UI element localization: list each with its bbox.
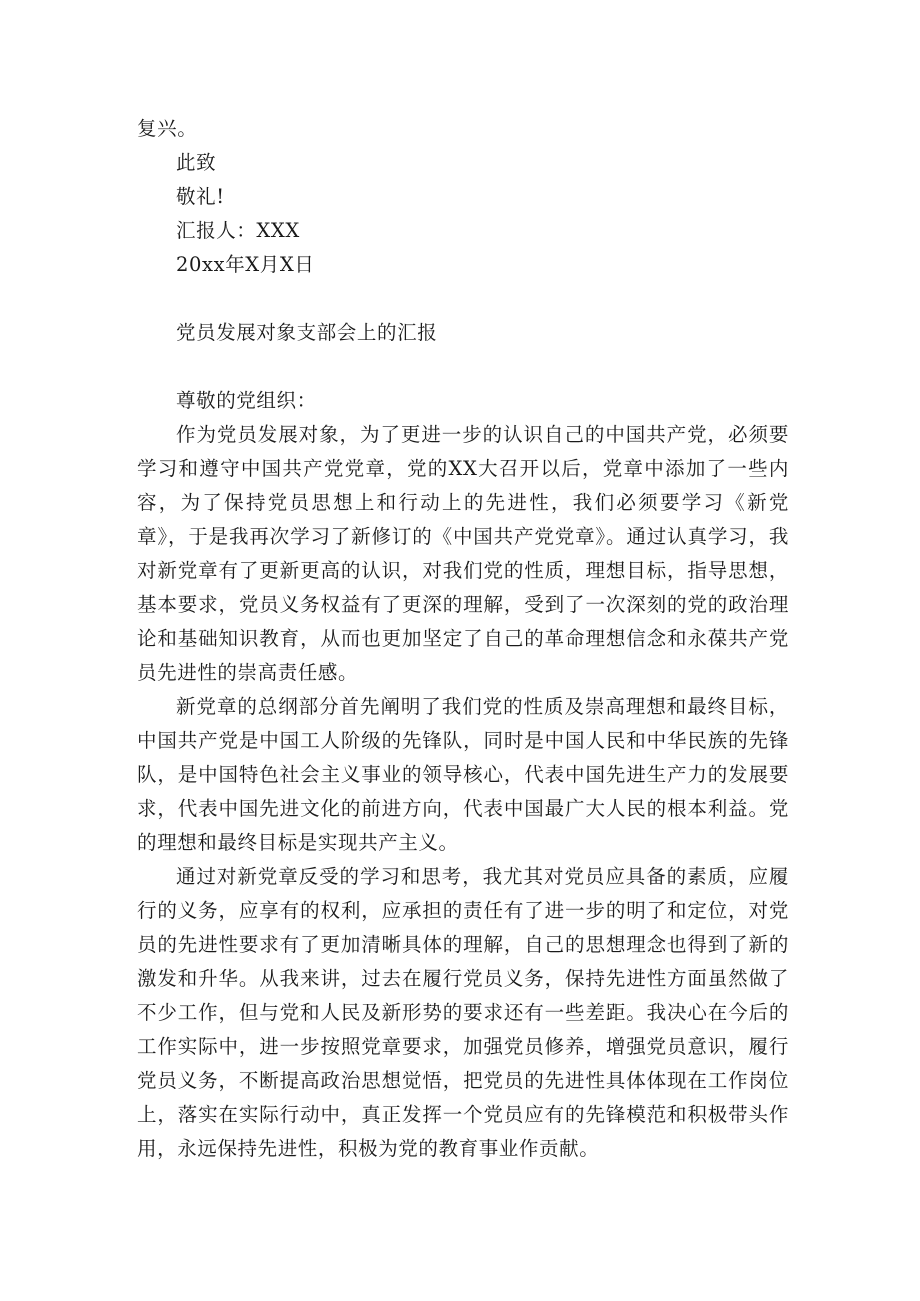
body-paragraph-2: 新党章的总纲部分首先阐明了我们党的性质及崇高理想和最终目标，中国共产党是中国工人阶级的先锋队，同时是中国人民和中华民族的先锋队，是中国特色社会主义事业的领导核心，代表中国先进生产力的发展要求，代表中国先进文化的前进方向，代表中国最广大人民的根本利益。党的理想和最终目标是实现共产主义。 — [137, 695, 789, 854]
previous-text-tail: 复兴。 — [137, 117, 198, 140]
report-greeting: 尊敬的党组织： — [176, 389, 317, 412]
report-date: 20xx年X月X日 — [176, 253, 315, 276]
report-title: 党员发展对象支部会上的汇报 — [176, 321, 438, 344]
body-paragraph-1: 作为党员发展对象，为了更进一步的认识自己的中国共产党，必须要学习和遵守中国共产党党章，党的XX大召开以后，党章中添加了一些内容，为了保持党员思想上和行动上的先进性，我们必须要学习《新党章》，于是我再次学习了新修订的《中国共产党党章》。通过认真学习，我对新党章有了更新更高的认识，对我们党的性质，理想目标，指导思想，基本要求，党员义务权益有了更深的理解，受到了一次深刻的党的政治理论和基础知识教育，从而也更加坚定了自己的革命理想信念和永葆共产党员先进性的崇高责任感。 — [137, 423, 789, 684]
closing-regards: 敬礼! — [176, 185, 225, 208]
spacer — [137, 282, 789, 316]
spacer — [137, 350, 789, 384]
document-page — [137, 112, 789, 1166]
body-paragraph-3: 通过对新党章反受的学习和思考，我尤其对党员应具备的素质，应履行的义务，应享有的权利，应承担的责任有了进一步的明了和定位，对党员的先进性要求有了更加清晰具体的理解，自己的思想理念也得到了新的激发和升华。从我来讲，过去在履行党员义务，保持先进性方面虽然做了不少工作，但与党和人民及新形势的要求还有一些差距。我决心在今后的工作实际中，进一步按照党章要求，加强党员修养，增强党员意识，履行党员义务，不断提高政治思想觉悟，把党员的先进性具体体现在工作岗位上，落实在实际行动中，真正发挥一个党员应有的先锋模范和积极带头作用，永远保持先进性，积极为党的教育事业作贡献。 — [137, 865, 789, 1160]
reporter-signature: 汇报人：XXX — [176, 219, 300, 242]
closing-salutation: 此致 — [176, 151, 217, 174]
